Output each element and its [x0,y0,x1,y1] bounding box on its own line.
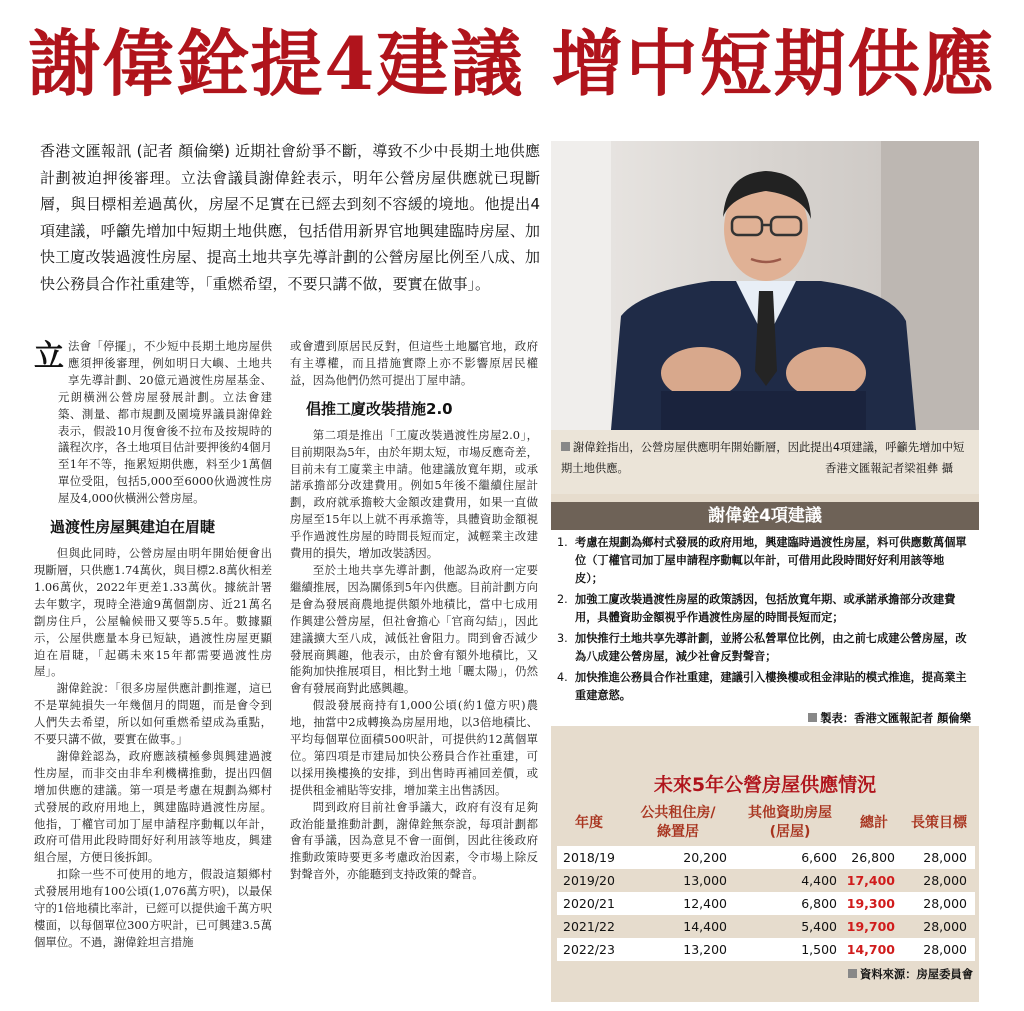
table-cell: 2021/22 [563,919,615,934]
table-title: 未來5年公營房屋供應情況 [653,774,877,796]
body-paragraph: 第二項是推出「工廈改裝過渡性房屋2.0」，目前期限為5年，由於年期太短，市場反應奇差，目前未有工廈業主申請。他建議放寬年期，或承諾承擔部分改建費用。例如5年後不繼續住屋計劃，政府就承擔較大金額改建費用，如果一直做房屋至15年以上就不再承擔等，具體資助金額視乎作過渡性房屋的時間長短而定，減輕業主改建費用的損失，增加改裝誘因。 [290,427,538,561]
suggestion-text: 加快推行土地共享先導計劃，並將公私營單位比例，由之前七成建公營房屋，改為八成建公營房屋，減少社會反對聲音； [575,632,967,663]
article-column-2 [290,338,538,1006]
table-row [557,938,975,961]
body-paragraph: 至於土地共享先導計劃，他認為政府一定要繼續推展，因為關係到5年內供應。目前計劃方向是會為發展商農地提供額外地積比，當中七成用作興建公營房屋，但社會擔心「官商勾結」，因此建議擴大至八成，減低社會阻力。問到會否減少發展商興趣，他表示，由於會有額外地積比，又能夠加快推展項目，相比對土地「曬太陽」，仍然會有發展商對此感興趣。 [290,562,538,696]
suggestion-text: 加強工廈改裝過渡性房屋的政策誘因，包括放寬年期、或承諾承擔部分改建費用，具體資助金額視乎作過渡性房屋的時間長短而定； [575,593,956,624]
subheading: 過渡性房屋興建迫在眉睫 [50,518,216,537]
body-paragraph: 謝偉銓說：「很多房屋供應計劃推遲，這已不是單純損失一年幾個月的問題，而是會令到人們失去希望，所以如何重燃希望成為重點，不要只講不做，要實在做事。」 [34,681,272,747]
table-row [557,846,975,869]
suggestion-item [557,591,971,627]
table-header-row [557,800,975,846]
body-paragraph: 或會遭到原居民反對，但這些土地屬官地，政府有主導權，而且措施實際上亦不影響原居民權益，因為他們仍然可提出丁屋申請。 [290,339,538,387]
headline: 謝偉銓提4建議 增中短期供應 [28,21,996,106]
table-cell: 14,700 [846,942,895,957]
table-cell: 19,300 [846,896,895,911]
caption-text: 謝偉銓指出，公營房屋供應明年開始斷層，因此提出4項建議，呼籲先增加中短期土地供應。 [561,441,965,475]
table-cell: 17,400 [846,873,895,888]
portrait-photo [551,141,979,430]
suggestion-item [557,630,971,666]
body-paragraph: 謝偉銓認為，政府應該積極參與興建過渡性房屋，而非交由非牟利機構推動，提出四個增加供應的建議。第一項是考慮在規劃為鄉村式發展的政府用地上，興建臨時過渡性房屋。他指，丁權官司加丁屋申請程序動輒以年計，政府可借用此段時間好好利用該等地皮，興建組合屋，方便日後拆卸。 [34,748,272,865]
table-cell: 19,700 [846,919,895,934]
subheading: 倡推工廈改裝措施2.0 [306,399,453,418]
suggestions-title: 謝偉銓4項建議 [551,502,979,530]
column-header: 長策目標 [911,814,967,831]
column-header: 總計 [860,814,888,831]
paragraph-text: 法會「停擺」，不少短中長期土地房屋供應須押後審理，例如明日大嶼、土地共享先導計劃、20億元過渡性房屋基金、元朗橫洲公營房屋發展計劃。立法會建築、測量、都市規劃及園境界議員謝偉銓表示，假設10月復會後不拉布及按規時的議程次序，各土地項目估計要押後約4個月至1年不等，拖累短期供應，料至少1萬個單位受阻，包括5,000至6000伙過渡性房屋及4,000伙橫洲公營房屋。 [58,339,272,506]
suggestion-text: 加快推進公務員合作社重建，建議引入樓換樓或租金津貼的模式推進，提高業主重建意慾。 [575,671,967,702]
suggestion-item [557,534,971,588]
table-cell: 2018/19 [563,850,615,865]
credit-text: 製表：香港文匯報記者 顏倫樂 [820,712,971,725]
photo-credit: 香港文匯報記者梁祖彝 攝 [825,462,953,475]
source-text: 資料來源：房屋委員會 [860,968,973,981]
credit-marker [808,713,817,722]
table-cell: 5,400 [801,919,837,934]
table-cell: 4,400 [801,873,837,888]
suggestion-number: 4. [557,671,568,684]
column-header: 年度 [575,814,603,831]
table-cell: 26,800 [851,850,895,865]
data-source [848,966,973,982]
table-row [557,869,975,892]
table-row [557,915,975,938]
body-paragraph: 但與此同時，公營房屋由明年開始便會出現斷層，只供應1.74萬伙，與目標2.8萬伙相差1.06萬伙，2022年更差1.33萬伙。據統計署去年數字，現時全港逾9萬個劏房、近21萬名劏房住戶，公屋輪候冊又要等5.5年。數據顯示，公屋供應量本身已短缺，過渡性房屋更顯迫在眉睫，「起碼未來15年都需要過渡性房屋」。 [34,546,272,679]
caption-marker [561,442,570,451]
column-header: 公共租住房/ 綠置居 [640,805,716,840]
source-marker [848,969,857,978]
table-row [557,892,975,915]
table-cell: 12,400 [683,896,727,911]
body-paragraph [34,338,272,507]
table-cell: 2020/21 [563,896,615,911]
table-cell: 2022/23 [563,942,615,957]
table-cell: 14,400 [683,919,727,934]
table-cell: 2019/20 [563,873,615,888]
photo-caption [551,430,979,494]
sidebar-panel [551,494,979,1002]
body-paragraph: 扣除一些不可使用的地方，假設這類鄉村式發展用地有100公頃(1,076萬方呎)，以最保守的1倍地積比率計，已經可以提供逾千萬方呎樓面，以每個單位300方呎計，已可興建3.5萬個單位。不過，謝偉銓坦言措施 [34,867,272,949]
suggestions-list [551,530,979,726]
body-paragraph: 假設發展商持有1,000公頃(約1億方呎)農地，抽當中2成轉換為房屋用地，以3倍地積比、平均每個單位面積500呎計，可提供約12萬個單位。第四項是市建局加快公務員合作社重建，可以採用換樓換的安排，到出售時再補回差價，或提供租金補貼等安排，增加業主出售誘因。 [290,698,538,797]
table-cell: 13,000 [683,873,727,888]
lede-paragraph: 香港文匯報訊 (記者 顏倫樂) 近期社會紛爭不斷，導致不少中長期土地供應計劃被迫押後審理。立法會議員謝偉銓表示，明年公營房屋供應就已現斷層，與目標相差過萬伙，房屋不足實在已經去到刻不容緩的境地。他提出4項建議，呼籲先增加中短期土地供應，包括借用新界官地興建臨時房屋、加快工廈改裝過渡性房屋、提高土地共享先導計劃的公營房屋比例至八成、加快公務員合作社重建等，「重燃希望，不要只講不做，要實在做事」。 [40,142,540,293]
table-cell: 28,000 [923,850,967,865]
article-column-1 [34,338,272,1006]
suggestion-number: 1. [557,536,568,549]
portrait-illustration [551,141,979,430]
drop-cap: 立 [34,339,64,374]
table-cell: 6,600 [801,850,837,865]
suggestion-number: 2. [557,593,568,606]
table-cell: 28,000 [923,896,967,911]
table-cell: 6,800 [801,896,837,911]
table-cell: 28,000 [923,873,967,888]
table-cell: 1,500 [801,942,837,957]
suggestion-text: 考慮在規劃為鄉村式發展的政府用地，興建臨時過渡性房屋，料可供應數萬個單位（丁權官司加丁屋申請程序動輒以年計，可借用此段時間好好利用該等地皮）； [575,536,967,585]
table-cell: 13,200 [683,942,727,957]
suggestion-item [557,669,971,705]
table-cell: 28,000 [923,942,967,957]
table-cell: 20,200 [683,850,727,865]
suggestion-number: 3. [557,632,568,645]
column-header: 其他資助房屋 (居屋) [748,805,832,840]
supply-table [557,800,975,961]
body-paragraph: 問到政府目前社會爭議大，政府有沒有足夠政治能量推動計劃，謝偉銓無奈說，每項計劃都會有爭議，因為意見不會一面倒，因此往後政府推動政策時要更多考慮政治因素，令市場上除反對聲音外，亦能聽到支持政策的聲音。 [290,799,538,882]
suggestions-credit [808,710,971,726]
table-cell: 28,000 [923,919,967,934]
